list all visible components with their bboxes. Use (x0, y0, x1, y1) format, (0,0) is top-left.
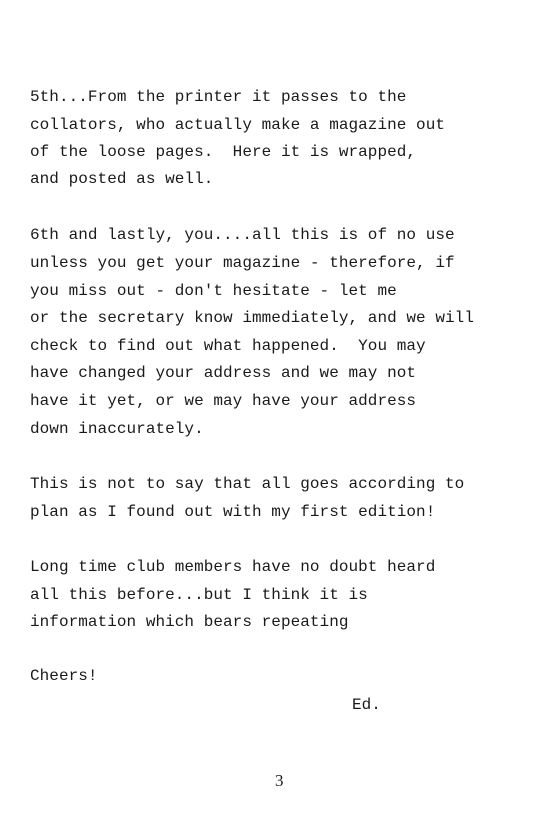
paragraph-4-line-2: all this before...but I think it is (30, 586, 368, 604)
paragraph-2-line-3: you miss out - don't hesitate - let me (30, 282, 397, 300)
paragraph-2-line-1: 6th and lastly, you....all this is of no use (30, 226, 455, 244)
paragraph-1-line-2: collators, who actually make a magazine out (30, 116, 446, 134)
paragraph-2-line-4: or the secretary know immediately, and we will (30, 309, 474, 327)
paragraph-2-line-5: check to find out what happened. You may (30, 337, 426, 355)
paragraph-4-line-3: information which bears repeating (30, 613, 349, 631)
paragraph-2-line-2: unless you get your magazine - therefore, if (30, 254, 455, 272)
signature: Ed. (352, 696, 381, 714)
page-number: 3 (275, 771, 284, 790)
paragraph-1-line-1: 5th...From the printer it passes to the (30, 88, 407, 106)
paragraph-3-line-1: This is not to say that all goes according to (30, 475, 465, 493)
paragraph-1-line-3: of the loose pages. Here it is wrapped, (30, 143, 417, 161)
paragraph-4-line-1: Long time club members have no doubt heard (30, 558, 436, 576)
paragraph-1-line-4: and posted as well. (30, 170, 214, 188)
paragraph-2-line-8: down inaccurately. (30, 420, 204, 438)
paragraph-3-line-2: plan as I found out with my first edition! (30, 503, 436, 521)
paragraph-2-line-6: have changed your address and we may not (30, 364, 417, 382)
closing-greeting: Cheers! (30, 667, 98, 685)
paragraph-2-line-7: have it yet, or we may have your address (30, 392, 417, 410)
